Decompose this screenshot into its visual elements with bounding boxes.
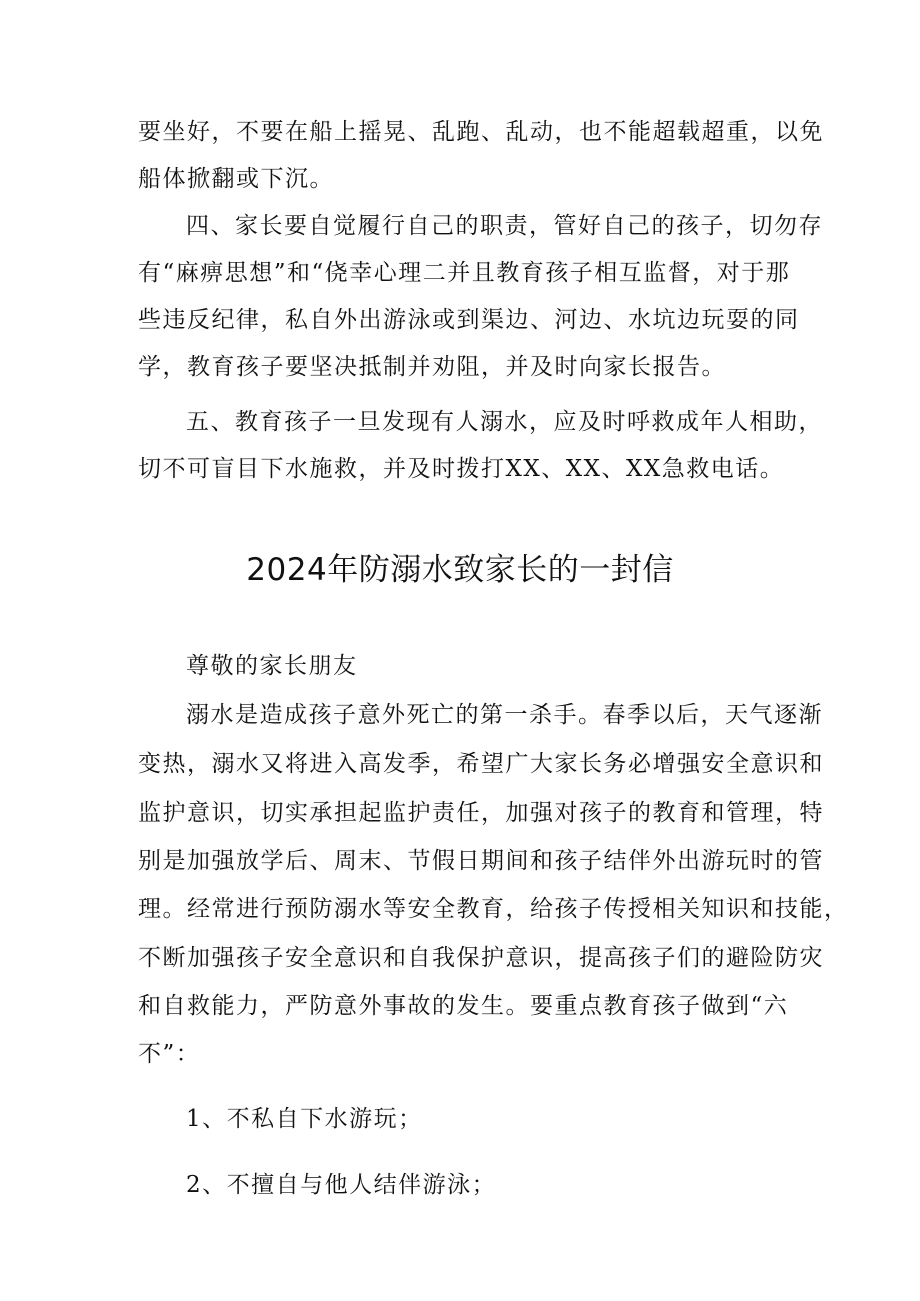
paragraph-item-4-line: 些违反纪律，私自外出游泳或到渠边、河边、水坑边玩耍的同 xyxy=(138,307,800,333)
rule-item: 2、不擅自与他人结伴游泳； xyxy=(186,1172,497,1198)
letter-body-line: 不断加强孩子安全意识和自我保护意识，提高孩子们的避险防灾 xyxy=(138,945,824,971)
rule-item: 1、不私自下水游玩； xyxy=(186,1106,423,1132)
letter-body-line: 变热，溺水又将进入高发季，希望广大家长务必增强安全意识和 xyxy=(138,751,824,777)
letter-body-line: 理。经常进行预防溺水等安全教育，给孩子传授相关知识和技能， xyxy=(138,896,849,922)
text-line: 船体掀翻或下沉。 xyxy=(138,166,334,192)
text-line: 要坐好，不要在船上摇晃、乱跑、乱动，也不能超载超重，以免 xyxy=(138,119,824,145)
letter-body-line: 别是加强放学后、周末、节假日期间和孩子结伴外出游玩时的管 xyxy=(138,848,824,874)
letter-body-line: 不”： xyxy=(138,1041,201,1067)
paragraph-item-5-line: 切不可盲目下水施救，并及时拨打XX、XX、XX急救电话。 xyxy=(138,456,785,482)
letter-body-line: 监护意识，切实承担起监护责任，加强对孩子的教育和管理，特 xyxy=(138,800,824,826)
letter-body-line: 和自救能力，严防意外事故的发生。要重点教育孩子做到“六 xyxy=(138,993,789,1019)
paragraph-item-4-line: 四、家长要自觉履行自己的职责，管好自己的孩子，切勿存 xyxy=(186,213,823,239)
paragraph-item-4-line: 学，教育孩子要坚决抵制并劝阻，并及时向家长报告。 xyxy=(138,354,726,380)
paragraph-item-5-line: 五、教育孩子一旦发现有人溺水，应及时呼救成年人相助， xyxy=(186,409,823,435)
letter-salutation: 尊敬的家长朋友 xyxy=(186,653,358,679)
letter-body-line: 溺水是造成孩子意外死亡的第一杀手。春季以后，天气逐渐 xyxy=(186,702,823,728)
letter-title: 2024年防溺水致家长的一封信 xyxy=(246,552,674,588)
paragraph-item-4-line: 有“麻痹思想”和“侥幸心理二并且教育孩子相互监督，对于那 xyxy=(138,260,791,286)
